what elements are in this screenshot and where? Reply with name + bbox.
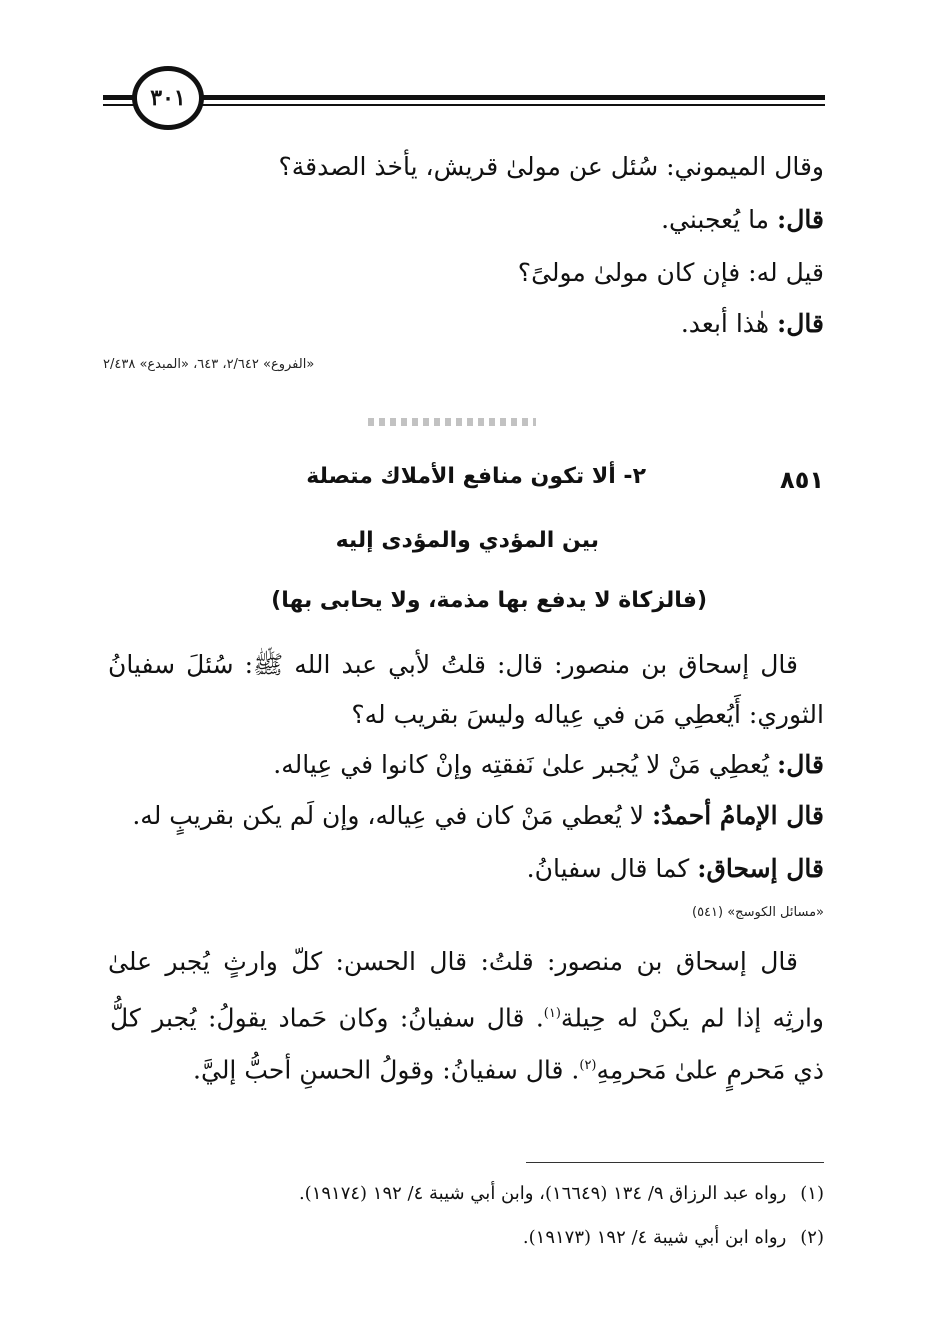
header-rule-thin (103, 104, 825, 106)
footnote-separator (526, 1162, 824, 1163)
speaker-label: قال: (777, 750, 824, 779)
text-line (279, 150, 825, 184)
source-citation: «مسائل الكوسج» (٥٤١) (691, 905, 824, 920)
text-line-body: كما قال سفيانُ. (526, 854, 690, 883)
footnote-ref: (١) (543, 1006, 561, 1021)
section-divider (368, 418, 536, 426)
speaker-label: قال إسحاق: (697, 854, 824, 883)
footnote (299, 1183, 824, 1204)
text-line-body: وقال الميموني: سُئل عن مولىٰ قريش، يأخذ الصدقة؟ (278, 152, 824, 181)
text-line-body: يُعطِي مَنْ لا يُجبر علىٰ نَفقتِه وإنْ كانوا في عِياله. (273, 750, 770, 779)
text-line-body: قيل له: فإن كان مولىٰ مولىً؟ (517, 258, 824, 287)
footnote-ref: (٢) (579, 1058, 597, 1073)
paragraph-segment: وارثِه إذا لم يكنْ له حِيلة (560, 1003, 824, 1033)
footnote-number: (٢) (800, 1227, 824, 1248)
speaker-label: قال الإمامُ أحمدُ: (651, 801, 824, 830)
paragraph-line: قال إسحاق بن منصور: قلتُ: قال الحسن: كلّ وارثٍ يُجبر علىٰ (108, 947, 798, 976)
issue-number: ٨٥١ (780, 466, 824, 494)
issue-title: ٢- ألا تكون منافع الأملاك متصلة (306, 464, 646, 489)
text-line (527, 852, 824, 886)
footnote-text: رواه عبد الرزاق ٩/ ١٣٤ (١٦٦٤٩)، وابن أبي شيبة ٤/ ١٩٢ (١٩١٧٤). (298, 1183, 787, 1204)
paragraph-segment: ذي مَحرمٍ علىٰ مَحرمِهِ (596, 1055, 824, 1085)
text-line (132, 799, 824, 833)
source-citation: «الفروع» ٢/٦٤٢، ٦٤٣، «المبدع» ٢/٤٣٨ (103, 357, 315, 372)
text-line-body: هٰذا أبعد. (680, 309, 770, 338)
paragraph-line: قال إسحاق بن منصور: قال: قلتُ لأبي عبد الله ﷺ: سُئلَ سفيانُ (108, 650, 798, 679)
issue-title-continued: بين المؤدي والمؤدى إليه (335, 528, 599, 553)
issue-subtitle: (فالزكاة لا يدفع بها مذمة، ولا يحابى بها) (271, 588, 707, 613)
footnote-number: (١) (800, 1183, 824, 1204)
paragraph-segment: . قال سفيانُ: وكان حَماد يقولُ: يُجبر كلُّ (110, 1003, 544, 1033)
footnote (523, 1227, 824, 1248)
paragraph-segment: . قال سفيانُ: وقولُ الحسنِ أحبُّ إليَّ. (193, 1055, 580, 1085)
speaker-label: قال: (777, 309, 824, 338)
speaker-label: قال: (777, 205, 824, 234)
paragraph-line (193, 1049, 824, 1087)
text-line (273, 748, 824, 782)
text-line-body: ما يُعجبني. (661, 205, 770, 234)
text-line (661, 203, 824, 237)
text-line-body: لا يُعطي مَنْ كان في عِياله، وإن لَم يكن بقريبٍ له. (132, 801, 644, 830)
text-line (681, 307, 824, 341)
text-line (518, 256, 824, 290)
paragraph-line (110, 997, 824, 1035)
page-number: ٣٠١ (132, 66, 204, 130)
paragraph-line: الثوري: أَيُعطِي مَن في عِياله وليسَ بقريب له؟ (351, 700, 824, 729)
footnote-text: رواه ابن أبي شيبة ٤/ ١٩٢ (١٩١٧٣). (522, 1227, 787, 1248)
header-rule-thick (103, 95, 825, 100)
